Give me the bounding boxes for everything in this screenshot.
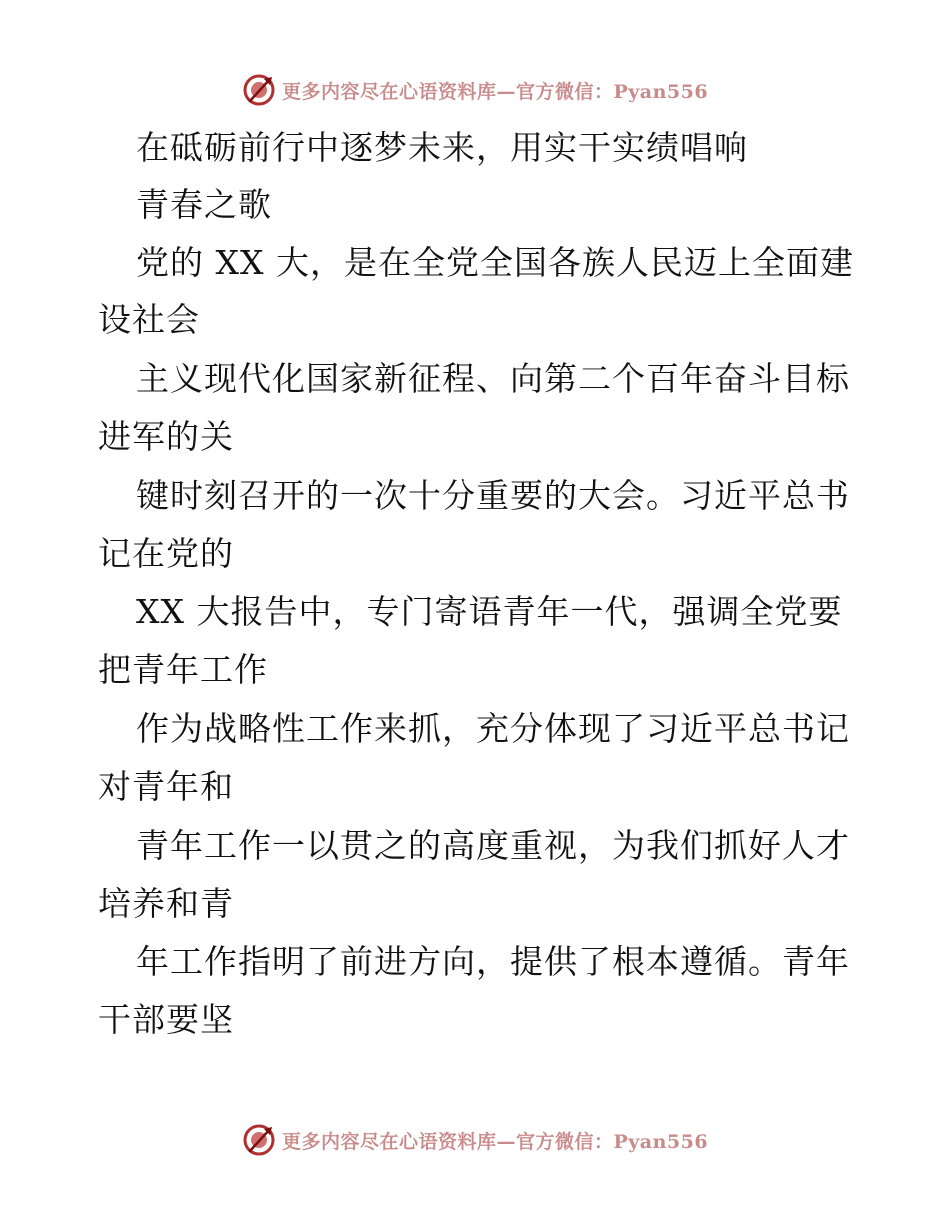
paragraph-line: 对青年和: [98, 767, 234, 806]
document-title-line-2: 青春之歌: [136, 185, 272, 224]
paragraph-line: 年工作指明了前进方向，提供了根本遵循。青年: [136, 942, 850, 981]
paragraph-line: 主义现代化国家新征程、向第二个百年奋斗目标: [136, 359, 850, 398]
paragraph-line: 作为战略性工作来抓，充分体现了习近平总书记: [136, 709, 850, 748]
paragraph-line: 青年工作一以贯之的高度重视，为我们抓好人才: [136, 826, 850, 865]
paragraph-line: 键时刻召开的一次十分重要的大会。习近平总书: [136, 476, 850, 515]
paragraph-line: 记在党的: [98, 534, 234, 573]
header-watermark-text: 更多内容尽在心语资料库—官方微信：Pyan556: [281, 80, 709, 103]
quill-seal-icon: [242, 1123, 276, 1157]
document-title-line-1: 在砥砺前行中逐梦未来，用实干实绩唱响: [136, 128, 748, 167]
footer-watermark-text: 更多内容尽在心语资料库—官方微信：Pyan556: [281, 1130, 709, 1153]
quill-seal-icon: [242, 73, 276, 107]
header-watermark-banner: [0, 70, 950, 110]
footer-watermark-banner: [0, 1120, 950, 1160]
paragraph-line: 设社会: [98, 300, 200, 339]
paragraph-line: 进军的关: [98, 417, 234, 456]
paragraph-line: 培养和青: [98, 884, 234, 923]
paragraph-line: XX 大报告中，专门寄语青年一代，强调全党要: [136, 592, 843, 631]
paragraph-line: 把青年工作: [98, 650, 268, 689]
paragraph-line: 党的 XX 大，是在全党全国各族人民迈上全面建: [136, 243, 854, 282]
paragraph-line: 干部要坚: [98, 1000, 234, 1039]
